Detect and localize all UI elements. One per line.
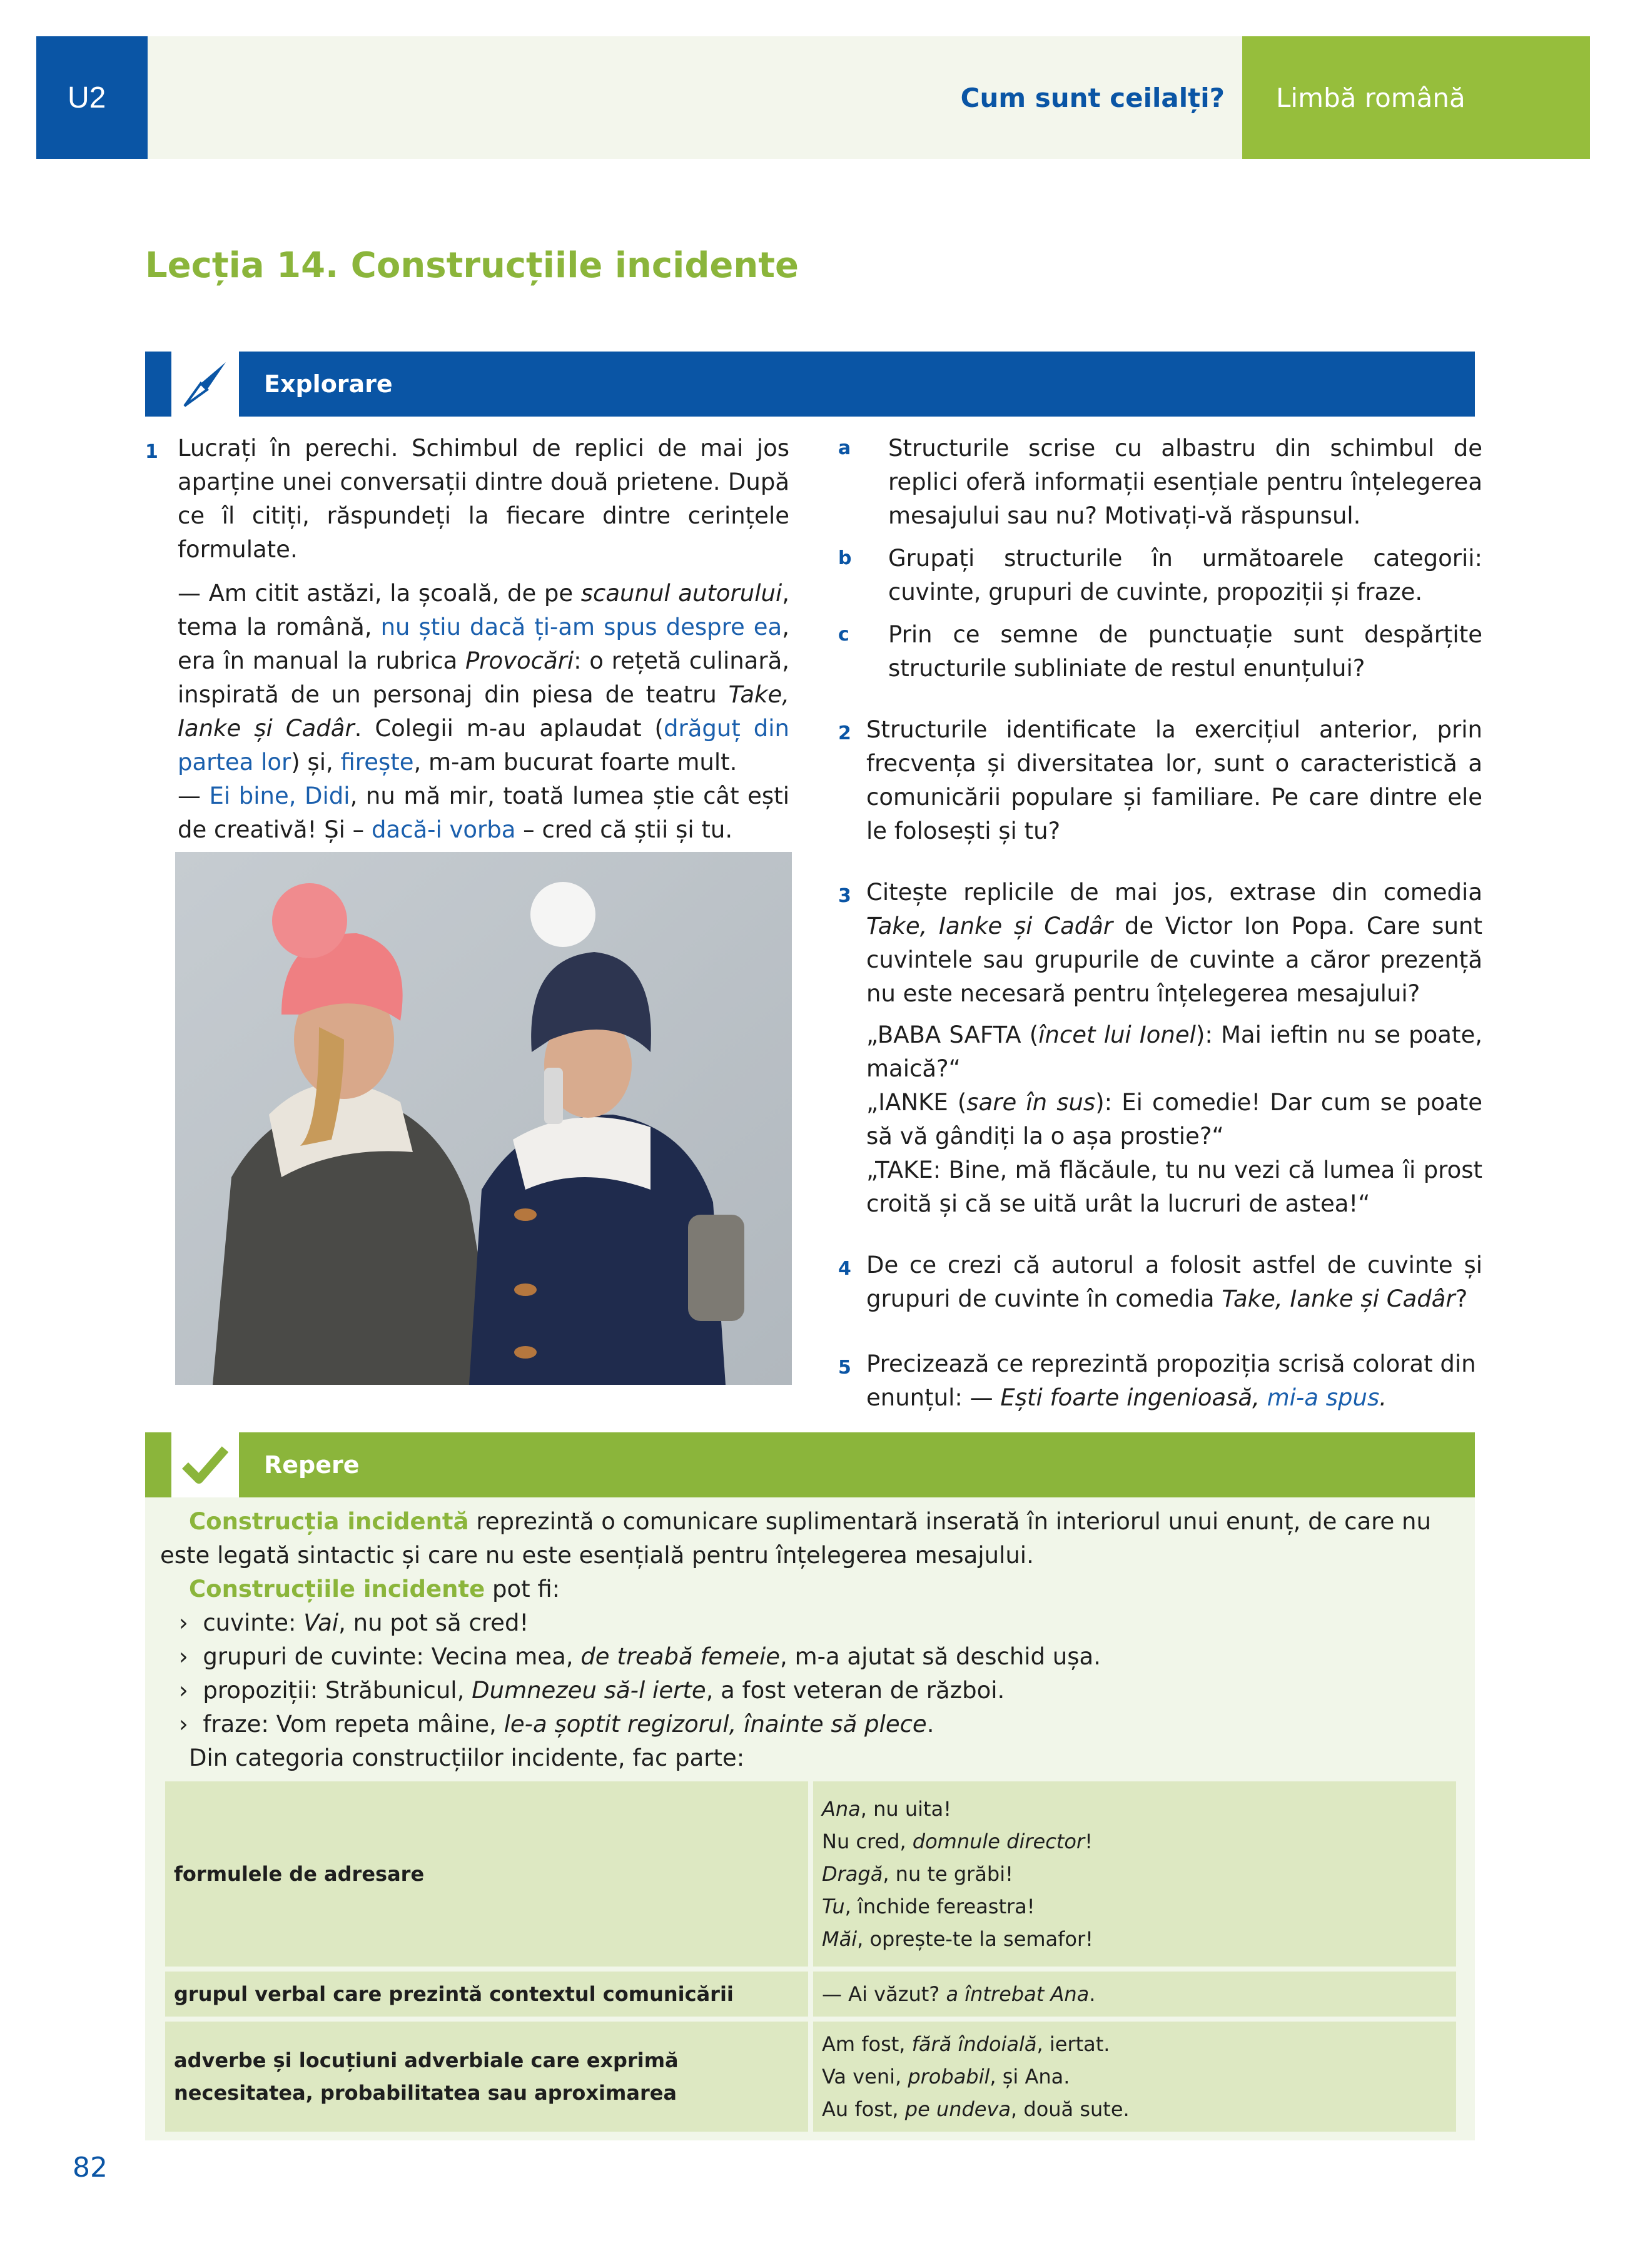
repere-label: Repere [239, 1432, 1475, 1497]
table-row [165, 1972, 1456, 2017]
photo-two-girls [175, 852, 792, 1385]
unit-badge [36, 36, 148, 159]
exercise-5-text: Precizează ce reprezintă propoziția scrisă colorat din enunțul: — Ești foarte ingenioasă, mi-a spus. [866, 1350, 1476, 1411]
table-cell-category: grupul verbal care prezintă contextul comunicării [165, 1972, 808, 2017]
exercise-number: 2 [838, 722, 851, 744]
exercise-5 [838, 1347, 1482, 1415]
subquestion-a [838, 432, 1482, 533]
table-row [165, 2022, 1456, 2132]
exercise-3-text: Citește replicile de mai jos, extrase din comedia Take, Ianke și Cadâr de Victor Ion Popa. Care sunt cuvintele sau grupurile de cuvinte a căror prezență nu este necesară pentru înțelegerea mesajului? [866, 879, 1482, 1007]
lesson-title: Lecția 14. Construcțiile incidente [145, 245, 799, 286]
subquestion-text: Grupați structurile în următoarele categorii: cuvinte, grupuri de cuvinte, propoziții și fraze. [888, 545, 1482, 605]
subquestion-b [838, 542, 1482, 609]
compass-icon [171, 352, 239, 417]
section-stripe [145, 352, 171, 417]
unit-label: U2 [68, 81, 106, 114]
exercise-4-text: De ce crezi că autorul a folosit astfel de cuvinte și grupuri de cuvinte în comedia Take, Ianke și Cadâr? [866, 1252, 1482, 1312]
exercise-1 [145, 432, 789, 847]
chapter-title: Cum sunt ceilalți? [960, 82, 1225, 113]
subquestion-text: Structurile scrise cu albastru din schimbul de replici oferă informații esențiale pentru înțelegerea mesajului sau nu? Motivați-vă răspunsul. [888, 435, 1482, 529]
repere-section-header [145, 1432, 1475, 1497]
explorare-label: Explorare [239, 352, 1475, 417]
exercise-2-text: Structurile identificate la exercițiul anterior, prin frecvența și diversitatea lor, sunt o caracteristică a comunicării populare și familiare. Pe care dintre ele le folosești și tu? [866, 716, 1482, 844]
dialogue-line-1: — Am citit astăzi, la școală, de pe scaunul autorului, tema la română, nu știu dacă ți-am spus despre ea, era în manual la rubrica Provocări: o rețetă culinară, inspirată de un personaj din piesa de teatru Take, Ianke și Cadâr. Colegii m-au aplaudat (drăguț din partea lor) și, firește, m-am bucurat foarte mult. [178, 580, 790, 776]
quote-baba-safta: „BABA SAFTA (încet lui Ionel): Mai ieftin nu se poate, maică?“ [866, 1021, 1483, 1082]
subject-badge [1242, 36, 1590, 159]
exercise-1-intro: Lucrați în perechi. Schimbul de replici de mai jos aparține unei conversații dintre două prietene. După ce îl citiți, răspundeți la fiecare dintre cerințele formulate. [178, 435, 789, 563]
bullet-item: › grupuri de cuvinte: Vecina mea, de treabă femeie, m-a ajutat să deschid ușa. [179, 1643, 1101, 1670]
exercise-2 [838, 713, 1482, 848]
bullet-item: › propoziții: Străbunicul, Dumnezeu să-l ierte, a fost veteran de război. [179, 1677, 1005, 1704]
table-cell-examples: Ana, nu uita! Nu cred, domnule director! Dragă, nu te grăbi! Tu, închide fereastra! Măi, oprește-te la semafor! [813, 1781, 1456, 1967]
table-cell-examples: Am fost, fără îndoială, iertat. Va veni, probabil, și Ana. Au fost, pe undeva, două sute. [813, 2022, 1456, 2132]
exercise-number: 4 [838, 1258, 851, 1280]
repere-content [160, 1505, 1461, 1775]
subquestion-letter: b [838, 547, 852, 569]
table-cell-category: adverbe și locuțiuni adverbiale care exprimă necesitatea, probabilitatea sau aproximarea [165, 2022, 808, 2132]
dialogue-line-2: — Ei bine, Didi, nu mă mir, toată lumea știe cât ești de creativă! Și – dacă-i vorba – cred că știi și tu. [178, 782, 789, 843]
table-intro: Din categoria construcțiilor incidente, fac parte: [189, 1744, 745, 1771]
repere-types-intro: Construcțiile incidente pot fi: [189, 1576, 560, 1602]
exercise-1-subquestions [838, 432, 1482, 1415]
table-cell-examples: — Ai văzut? a întrebat Ana. [813, 1972, 1456, 2017]
subquestion-c [838, 618, 1482, 686]
page-number: 82 [73, 2152, 108, 2184]
subquestion-letter: c [838, 624, 849, 645]
subquestion-letter: a [838, 437, 851, 459]
incidente-table [160, 1776, 1461, 2137]
bullet-item: › cuvinte: Vai, nu pot să cred! [179, 1609, 529, 1636]
quote-ianke: „IANKE (sare în sus): Ei comedie! Dar cum se poate să vă gândiți la o așa prostie?“ [866, 1089, 1482, 1150]
explorare-section-header [145, 352, 1475, 417]
exercise-3 [838, 876, 1482, 1221]
table-row [165, 1781, 1456, 1967]
exercise-4 [838, 1248, 1482, 1316]
exercise-number: 1 [145, 441, 158, 463]
repere-bullets [160, 1606, 1461, 1741]
exercise-number: 5 [838, 1357, 851, 1379]
table-cell-category: formulele de adresare [165, 1781, 808, 1967]
subquestion-text: Prin ce semne de punctuație sunt despărțite structurile subliniate de restul enunțului? [888, 621, 1482, 682]
quote-take: „TAKE: Bine, mă flăcăule, tu nu vezi că lumea îi prost croită și că se uită urât la lucruri de astea!“ [866, 1157, 1482, 1217]
section-stripe [145, 1432, 171, 1497]
checkmark-icon [171, 1432, 239, 1497]
bullet-item: › fraze: Vom repeta mâine, le-a șoptit regizorul, înainte să plece. [179, 1711, 934, 1738]
exercise-number: 3 [838, 885, 851, 907]
subject-label: Limbă română [1276, 82, 1466, 113]
repere-definition: Construcția incidentă reprezintă o comunicare suplimentară inserată în interiorul unui enunț, de care nu este legată sintactic și care nu este esențială pentru înțelegerea mesajului. [160, 1508, 1431, 1569]
